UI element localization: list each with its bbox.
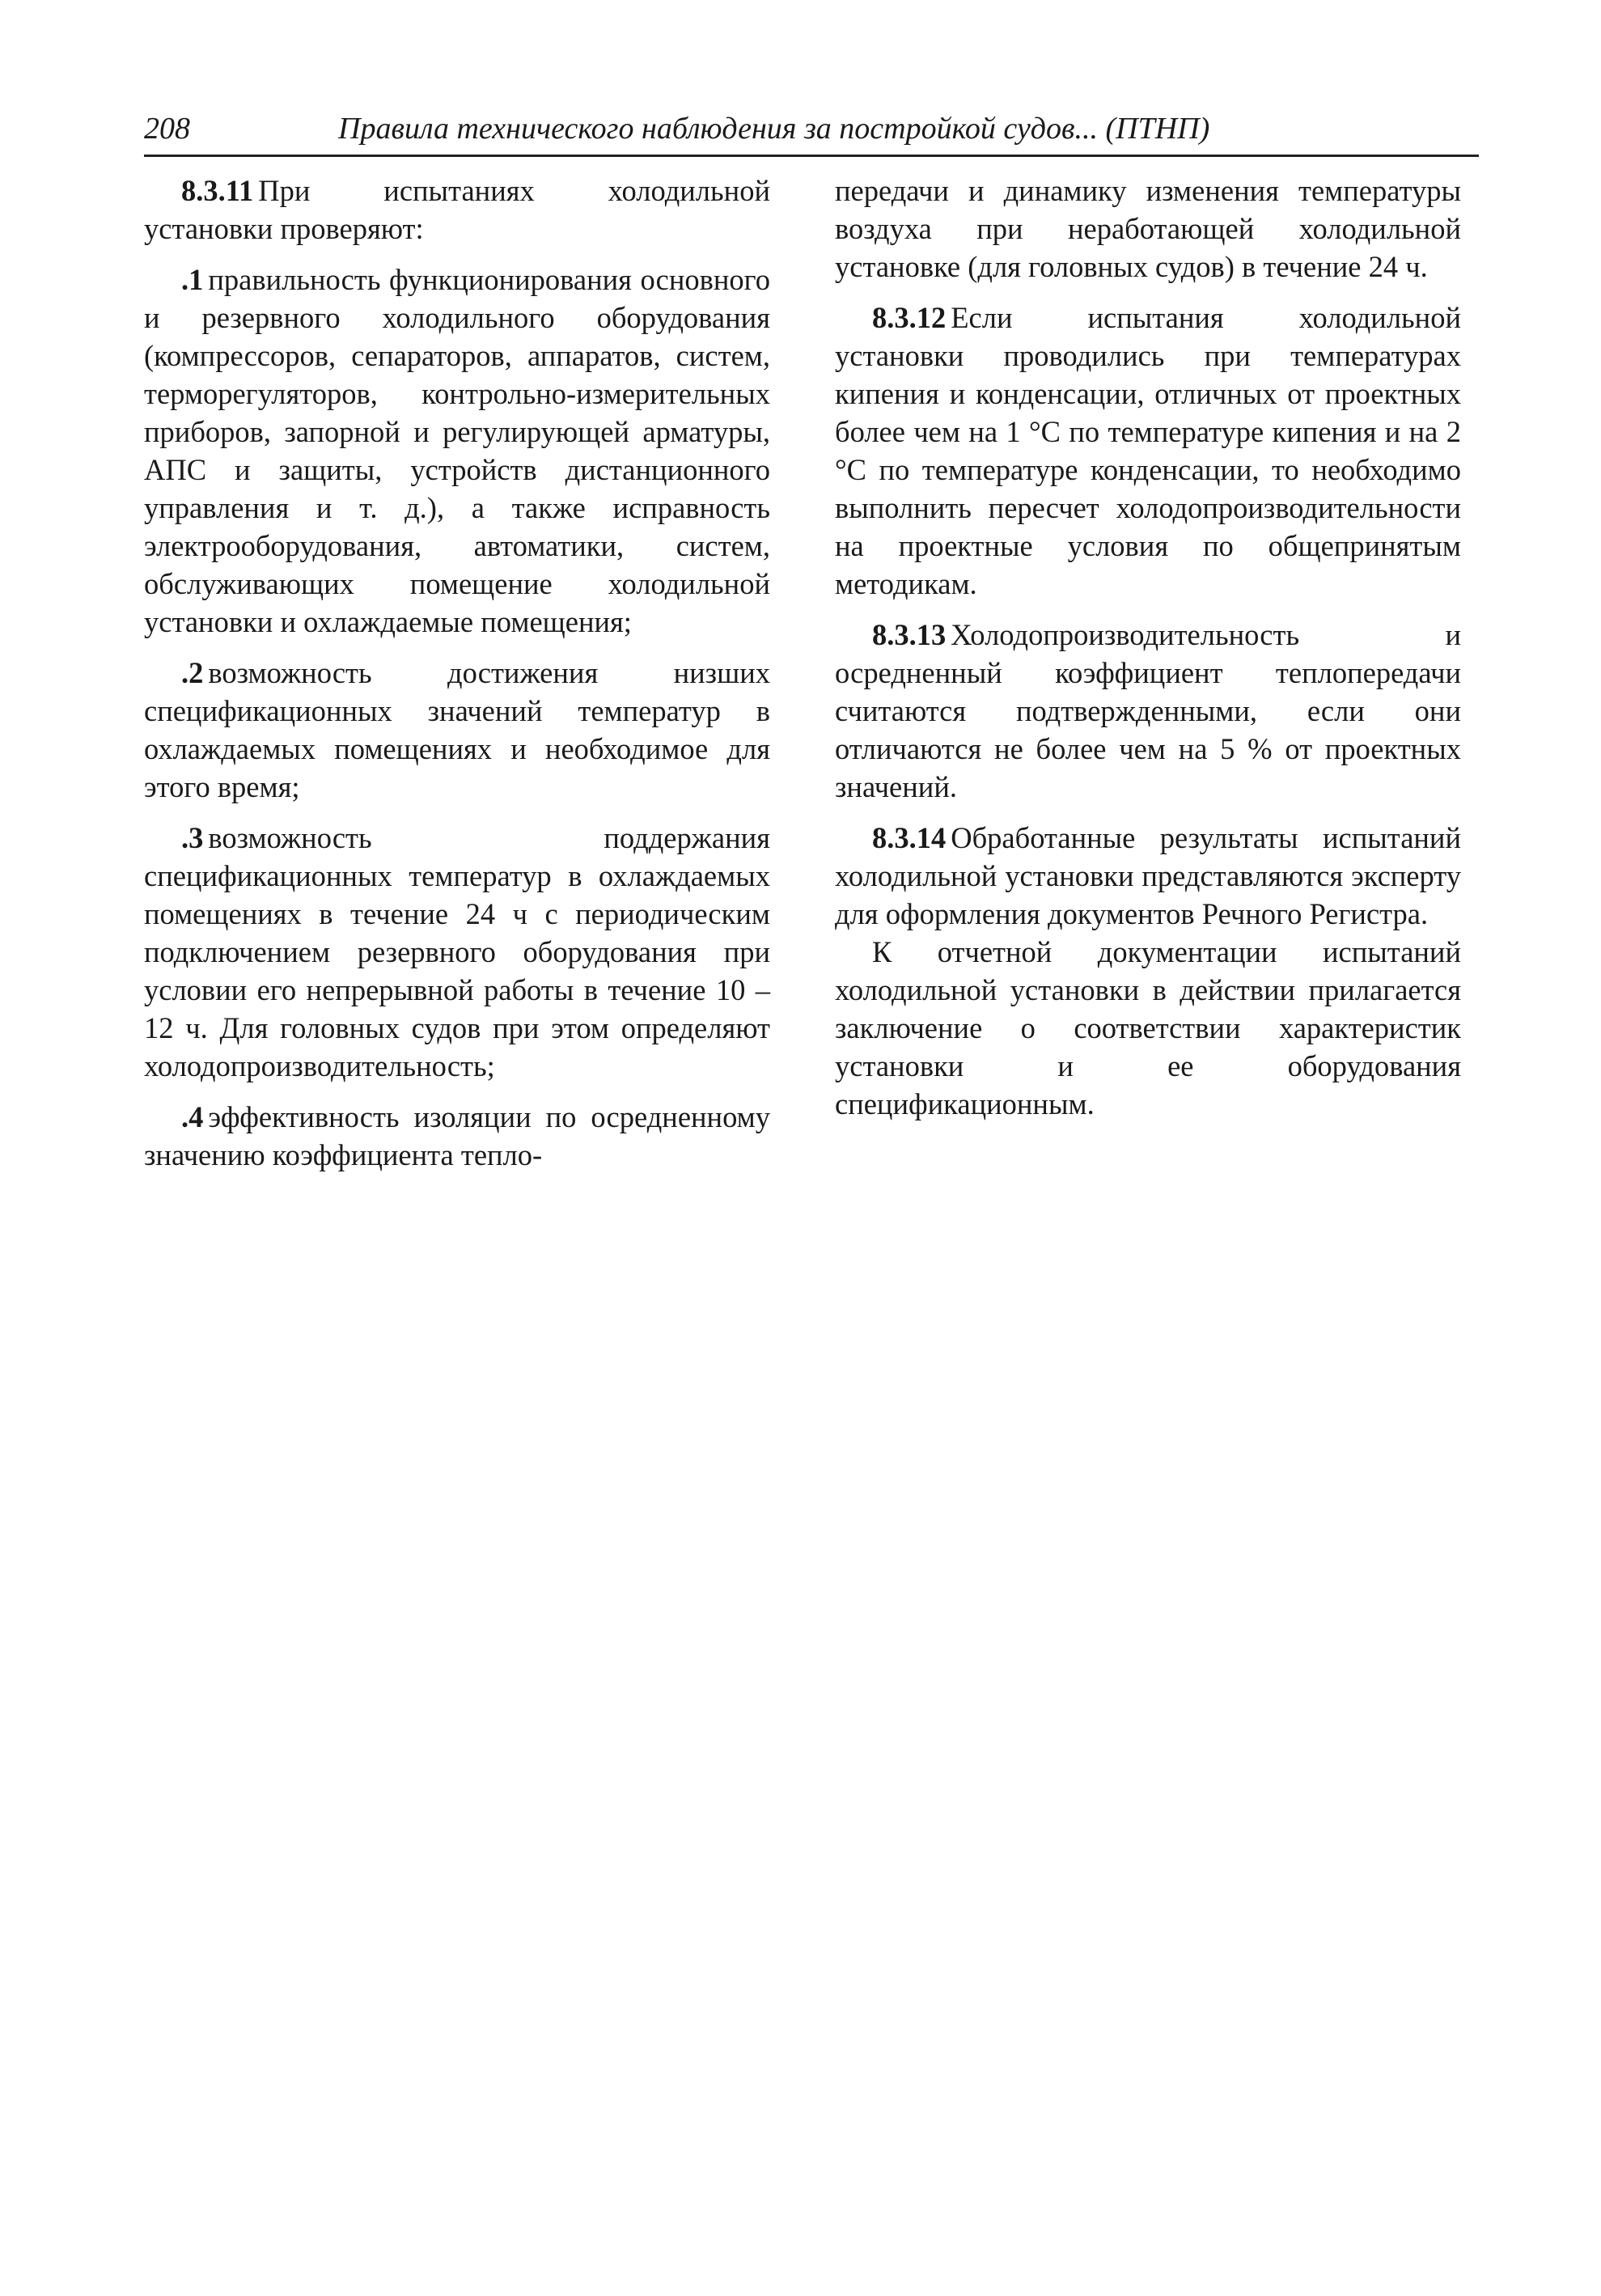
list-item-2 [144,654,770,806]
list-item-4 [144,1098,770,1174]
clause-number: 8.3.11 [181,174,254,207]
item-number: .1 [181,263,204,296]
clause-text: К отчетной документации испытаний холодильной установки в действии прилагается заключение о соответствии характеристик установки и ее оборудования спецификационным. [835,935,1461,1120]
list-item-1 [144,261,770,641]
item-text: возможность достижения низших спецификационных значений температур в охлаждаемых помещениях и необходимое для этого время; [144,656,770,803]
item-number: .4 [181,1100,204,1133]
clause-8-3-14-paragraph-2 [835,933,1461,1123]
list-item-4-continuation [835,172,1461,286]
clause-8-3-13 [835,616,1461,806]
right-column [835,172,1461,1123]
item-text: возможность поддержания спецификационных температур в охлаждаемых помещениях в течение 24 ч с периодическим подключением резервного оборудования при условии его непрерывной работы в течение 10 – 12 ч. Для головных судов при этом определяют холодопроизводительность; [144,821,770,1082]
clause-8-3-11 [144,172,770,248]
item-number: .3 [181,821,204,854]
item-text: правильность функционирования основного и резервного холодильного оборудования (компрессоров, сепараторов, аппаратов, систем, терморегуляторов, контрольно-измерительных приборов, запорной и регулирующей арматуры, АПС и защиты, устройств дистанционного управления и т. д.), а также исправность электрооборудования, автоматики, систем, обслуживающих помещение холодильной установки и охлаждаемые помещения; [144,263,770,638]
clause-number: 8.3.12 [872,301,947,334]
running-title: Правила технического наблюдения за постройкой судов... (ПТНП) [338,112,1210,146]
item-text: передачи и динамику изменения температуры воздуха при неработающей холодильной установке (для головных судов) в течение 24 ч. [835,174,1461,283]
clause-8-3-12 [835,299,1461,603]
clause-number: 8.3.13 [872,618,947,651]
clause-text: Холодопроизводительность и осредненный коэффициент теплопередачи считаются подтвержденными, если они отличаются не более чем на 5 % от проектных значений. [835,618,1461,803]
left-column [144,172,770,1174]
clause-text: Если испытания холодильной установки проводились при температурах кипения и конденсации, отличных от проектных более чем на 1 °С по температуре кипения и на 2 °С по температуре конденсации, то необходимо выполнить пересчет холодопроизводительности на проектные условия по общепринятым методикам. [835,301,1461,600]
clause-text: Обработанные результаты испытаний холодильной установки представляются эксперту для оформления документов Речного Регистра. [835,821,1461,930]
clause-number: 8.3.14 [872,821,947,854]
item-text: эффективность изоляции по осредненному значению коэффициента тепло- [144,1100,770,1171]
clause-8-3-14 [835,819,1461,933]
list-item-3 [144,819,770,1085]
page-number: 208 [144,112,190,146]
item-number: .2 [181,656,204,689]
page-header [144,109,1479,157]
clause-text: При испытаниях холодильной установки проверяют: [144,174,770,245]
